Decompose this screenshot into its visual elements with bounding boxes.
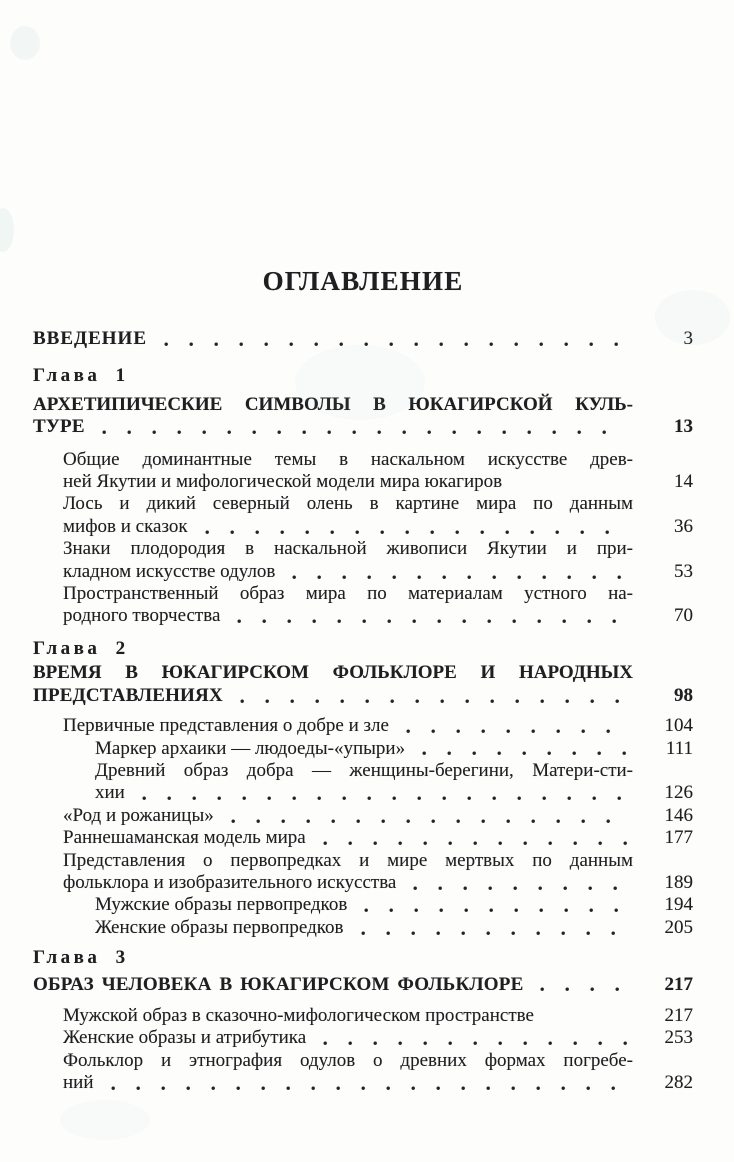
toc-entry <box>33 974 693 996</box>
toc-entry <box>33 394 693 439</box>
toc-entry-text: ний <box>63 1072 94 1094</box>
toc-entry-text: Пространственный образ мира по материалам устного на- <box>63 583 633 605</box>
scan-smudge <box>60 1100 150 1140</box>
dot-leader <box>142 796 627 801</box>
toc-entry-text: ОБРАЗ ЧЕЛОВЕКА В ЮКАГИРСКОМ ФОЛЬКЛОРЕ <box>33 973 524 995</box>
toc-entry-lines <box>33 365 693 387</box>
toc-entry <box>33 1027 693 1049</box>
toc-page-number: 146 <box>664 804 693 826</box>
toc-entry-lines <box>33 662 633 707</box>
toc-entry <box>33 662 693 707</box>
toc-entry <box>33 493 693 538</box>
toc-entry-lines <box>33 894 633 916</box>
toc-entry-lastline <box>63 516 633 538</box>
toc-entry <box>33 827 693 849</box>
dot-leader <box>323 1041 627 1046</box>
toc-entry-lastline <box>33 416 633 438</box>
toc-page-number: 70 <box>674 605 693 627</box>
toc-title: ОГЛАВЛЕНИЕ <box>262 266 464 296</box>
toc-entry-lines <box>33 827 633 849</box>
toc-entry-lines <box>33 850 633 895</box>
toc-entry-lines <box>33 583 633 628</box>
leader-spacer <box>519 485 627 490</box>
toc-page-number: 126 <box>664 782 693 804</box>
toc-entry <box>33 538 693 583</box>
toc-entry <box>33 947 693 969</box>
toc-entry-text: Глава 3 <box>33 947 129 969</box>
toc-list <box>33 328 693 1095</box>
toc-entry-lines <box>33 449 633 494</box>
toc-page-number: 13 <box>674 416 693 438</box>
toc-entry-lines <box>33 947 693 969</box>
toc-entry-text: АРХЕТИПИЧЕСКИЕ СИМВОЛЫ В ЮКАГИРСКОЙ КУЛЬ- <box>33 393 633 415</box>
toc-entry-text: ВРЕМЯ В ЮКАГИРСКОМ ФОЛЬКЛОРЕ И НАРОДНЫХ <box>33 662 633 684</box>
toc-entry-text: хии <box>95 782 125 804</box>
toc-entry-text: Первичные представления о добре и зле <box>63 715 389 737</box>
toc-entry-lines <box>33 328 633 350</box>
toc-entry-lastline <box>63 872 633 894</box>
dot-leader <box>413 886 627 891</box>
toc-entry-lastline <box>63 827 633 849</box>
toc-entry <box>33 1050 693 1095</box>
toc-entry-text: родного творчества <box>63 605 221 627</box>
toc-entry-lines <box>33 715 633 737</box>
toc-entry-text: кладном искусстве одулов <box>63 560 276 582</box>
toc-entry-text: Мужские образы первопредков <box>95 894 348 916</box>
toc-entry-text: Мужской образ в сказочно-мифологическом пространстве <box>63 1004 534 1026</box>
toc-page-number: 253 <box>664 1027 693 1049</box>
toc-entry-lastline <box>63 1072 633 1094</box>
dot-leader <box>102 430 627 435</box>
toc-page-number: 53 <box>674 560 693 582</box>
dot-leader <box>240 699 627 704</box>
toc-entry-lines <box>33 1005 633 1027</box>
toc-entry-lines <box>33 760 633 805</box>
toc-entry <box>33 715 693 737</box>
toc-entry-text: Знаки плодородия в наскальной живописи Якутии и при- <box>63 538 633 560</box>
toc-entry-text: Лось и дикий северный олень в картине мира по данным <box>63 493 633 515</box>
toc-entry-lines <box>33 738 633 760</box>
toc-entry-lastline <box>63 605 633 627</box>
toc-entry-lines <box>33 538 633 583</box>
toc-entry-lines <box>33 394 633 439</box>
toc-page-number: 194 <box>664 894 693 916</box>
toc-entry-lines <box>33 1027 633 1049</box>
toc-entry-lastline <box>33 328 633 350</box>
toc-entry-text: Маркер архаики — людоеды-«упыри» <box>95 737 406 759</box>
dot-leader <box>292 575 627 580</box>
toc-entry-text: Фольклор и этнография одулов о древних формах погребе- <box>63 1049 633 1071</box>
toc-entry-text: ВВЕДЕНИЕ <box>33 328 147 349</box>
toc-entry-text: «Род и рожаницы» <box>63 804 214 826</box>
toc-entry-lastline <box>63 561 633 583</box>
dot-leader <box>540 987 627 992</box>
toc-entry-text: фольклора и изобразительного искусства <box>63 871 397 893</box>
toc-page-number: 282 <box>664 1072 693 1094</box>
toc-entry-lastline <box>95 894 633 916</box>
dot-leader <box>364 908 627 913</box>
leader-spacer <box>551 1019 627 1024</box>
toc-entry-lines <box>33 493 633 538</box>
dot-leader <box>205 530 627 535</box>
toc-entry <box>33 449 693 494</box>
dot-leader <box>231 819 627 824</box>
toc-page-number: 217 <box>664 1004 693 1026</box>
toc-entry-text: Общие доминантные темы в наскальном искусстве древ- <box>63 448 633 470</box>
toc-entry-lastline <box>33 947 693 969</box>
toc-page-number: 177 <box>664 827 693 849</box>
toc-entry-text: ПРЕДСТАВЛЕНИЯХ <box>33 684 223 706</box>
toc-entry <box>33 638 693 660</box>
toc-entry-lastline <box>63 805 633 827</box>
toc-entry <box>33 738 693 760</box>
toc-page-number: 217 <box>664 973 693 995</box>
toc-entry <box>33 805 693 827</box>
toc-entry-text: Раннешаманская модель мира <box>63 827 306 849</box>
scan-smudge <box>0 208 14 252</box>
toc-page-number: 205 <box>664 916 693 938</box>
toc-entry-text: Глава 1 <box>33 365 129 387</box>
toc-entry-lastline <box>33 365 693 387</box>
toc-entry <box>33 1005 693 1027</box>
toc-entry <box>33 850 693 895</box>
dot-leader <box>237 619 627 624</box>
toc-entry-lastline <box>63 1027 633 1049</box>
toc-entry-text: мифов и сказок <box>63 515 188 537</box>
toc-entry-text: Женские образы первопредков <box>95 916 344 938</box>
toc-entry <box>33 365 693 387</box>
dot-leader <box>111 1086 627 1091</box>
toc-page-number: 3 <box>683 328 693 349</box>
dot-leader <box>406 729 627 734</box>
toc-entry-text: Древний образ добра — женщины-берегини, Матери-сти- <box>95 759 633 781</box>
toc-entry-text: Представления о первопредках и мире мертвых по данным <box>63 849 633 871</box>
toc-page-number: 189 <box>664 871 693 893</box>
toc-entry <box>33 328 693 350</box>
toc-entry <box>33 760 693 805</box>
dot-leader <box>164 342 627 347</box>
toc-entry-lastline <box>95 917 633 939</box>
toc-entry-lastline <box>95 738 633 760</box>
toc-page-number: 98 <box>674 684 693 706</box>
toc-entry-text: Женские образы и атрибутика <box>63 1027 307 1049</box>
toc-entry-lastline <box>63 715 633 737</box>
toc-entry-lines <box>33 638 693 660</box>
toc-page-number: 36 <box>674 515 693 537</box>
toc-entry-lastline <box>33 685 633 707</box>
toc-entry <box>33 917 693 939</box>
toc-entry <box>33 894 693 916</box>
toc-entry-text: ней Якутии и мифологической модели мира юкагиров <box>63 471 503 493</box>
dot-leader <box>323 841 627 846</box>
toc-page-number: 14 <box>674 471 693 493</box>
toc-entry-lastline <box>63 1005 633 1027</box>
toc-entry-text: ТУРЕ <box>33 416 85 438</box>
toc-entry <box>33 583 693 628</box>
toc-entry-text: Глава 2 <box>33 637 129 659</box>
toc-entry-lastline <box>63 471 633 493</box>
toc-entry-lines <box>33 974 633 996</box>
toc-entry-lastline <box>33 638 693 660</box>
dot-leader <box>422 751 627 756</box>
toc-entry-lines <box>33 917 633 939</box>
toc-entry-lines <box>33 1050 633 1095</box>
toc-entry-lastline <box>33 974 633 996</box>
toc-page-number: 104 <box>664 715 693 737</box>
toc-entry-lastline <box>95 782 633 804</box>
toc-entry-lines <box>33 805 633 827</box>
toc-page-number: 111 <box>665 737 693 759</box>
dot-leader <box>361 931 628 936</box>
